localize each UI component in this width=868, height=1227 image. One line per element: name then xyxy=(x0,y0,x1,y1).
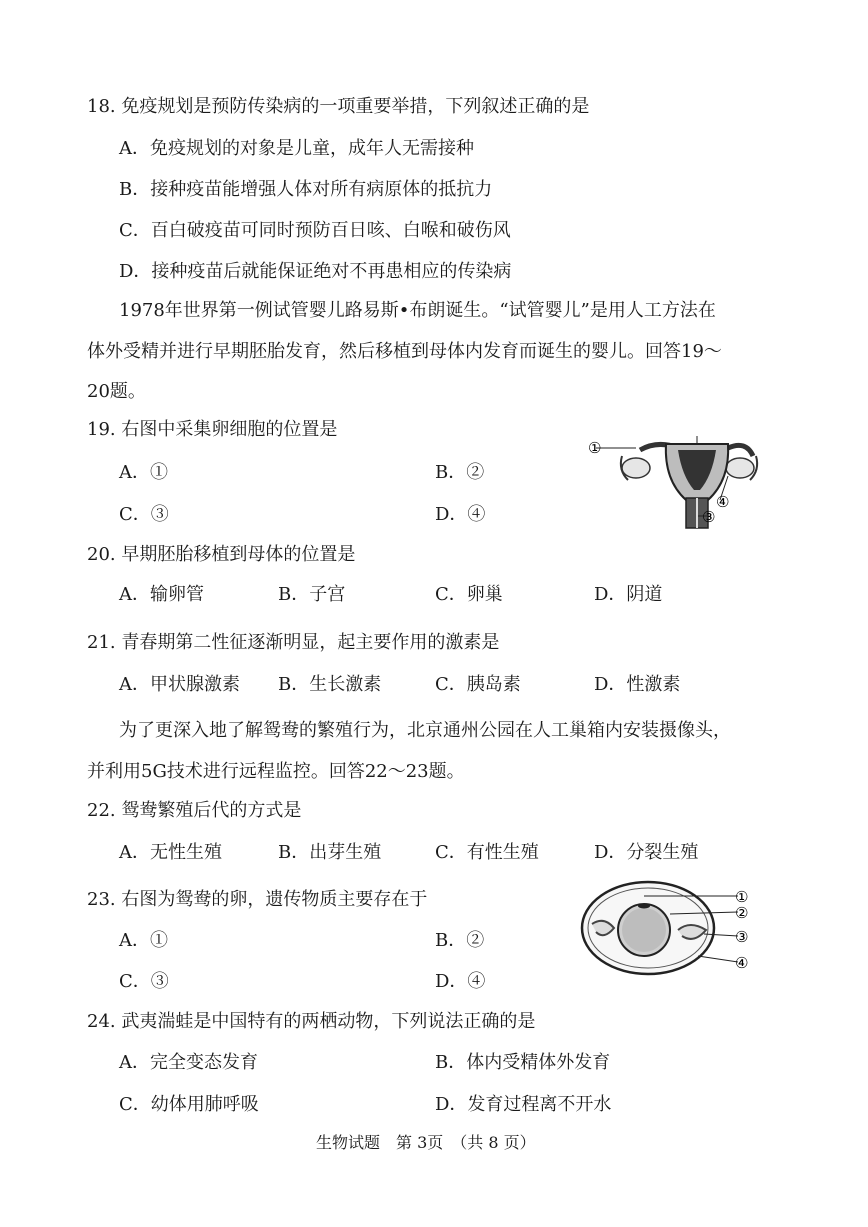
q24-option-a: A．完全变态发育 xyxy=(119,1052,258,1073)
q18-option-d: D．接种疫苗后就能保证绝对不再患相应的传染病 xyxy=(119,261,512,282)
q23-stem: 23. 右图为鸳鸯的卵，遗传物质主要存在于 xyxy=(87,889,428,910)
figure-label-1: ① xyxy=(588,439,602,457)
q24-stem: 24. 武夷湍蛙是中国特有的两栖动物，下列说法正确的是 xyxy=(87,1011,536,1032)
q22-option-b: B．出芽生殖 xyxy=(278,842,382,863)
q20-option-a: A．输卵管 xyxy=(119,584,204,605)
q22-option-d: D．分裂生殖 xyxy=(594,842,699,863)
q22-stem: 22. 鸳鸯繁殖后代的方式是 xyxy=(87,800,302,821)
passage1-line1: 1978年世界第一例试管婴儿路易斯•布朗诞生。“试管婴儿”是用人工方法在 xyxy=(119,300,716,321)
egg-label-3: ③ xyxy=(735,928,749,946)
q23-option-a: A．① xyxy=(119,930,168,951)
egg-label-1: ① xyxy=(735,888,749,906)
q18-stem: 18. 免疫规划是预防传染病的一项重要举措，下列叙述正确的是 xyxy=(87,96,590,117)
passage2-line2: 并利用5G技术进行远程监控。回答22～23题。 xyxy=(87,761,465,782)
q19-option-c: C．③ xyxy=(119,504,169,525)
q19-option-d: D．④ xyxy=(435,504,486,525)
q24-option-d: D．发育过程离不开水 xyxy=(435,1094,612,1115)
q20-stem: 20. 早期胚胎移植到母体的位置是 xyxy=(87,544,356,565)
q19-option-a: A．① xyxy=(119,462,168,483)
q21-stem: 21. 青春期第二性征逐渐明显，起主要作用的激素是 xyxy=(87,632,500,653)
page-footer: 生物试题 第 3页 （共 8 页） xyxy=(316,1133,536,1152)
q20-option-b: B．子宫 xyxy=(278,584,346,605)
q19-option-b: B．② xyxy=(435,462,485,483)
passage1-line3: 20题。 xyxy=(87,381,146,402)
q23-option-b: B．② xyxy=(435,930,485,951)
q18-option-b: B．接种疫苗能增强人体对所有病原体的抵抗力 xyxy=(119,179,493,200)
q24-option-b: B．体内受精体外发育 xyxy=(435,1052,611,1073)
duck-egg-figure xyxy=(578,878,758,980)
q21-option-a: A．甲状腺激素 xyxy=(119,674,240,695)
q22-option-c: C．有性生殖 xyxy=(435,842,539,863)
q22-option-a: A．无性生殖 xyxy=(119,842,222,863)
q21-option-c: C．胰岛素 xyxy=(435,674,521,695)
passage2-line1: 为了更深入地了解鸳鸯的繁殖行为，北京通州公园在人工巢箱内安装摄像头， xyxy=(119,720,731,741)
q21-option-b: B．生长激素 xyxy=(278,674,382,695)
q20-option-c: C．卵巢 xyxy=(435,584,503,605)
q23-option-c: C．③ xyxy=(119,971,169,992)
q19-stem: 19. 右图中采集卵细胞的位置是 xyxy=(87,419,338,440)
q24-option-c: C．幼体用肺呼吸 xyxy=(119,1094,259,1115)
passage1-line2: 体外受精并进行早期胚胎发育，然后移植到母体内发育而诞生的婴儿。回答19～ xyxy=(87,341,722,362)
q21-option-d: D．性激素 xyxy=(594,674,681,695)
figure-label-3: ③ xyxy=(702,508,716,526)
egg-label-2: ② xyxy=(735,904,749,922)
female-reproductive-figure xyxy=(578,410,763,532)
figure-label-4: ④ xyxy=(716,493,730,511)
egg-label-4: ④ xyxy=(735,954,749,972)
q23-option-d: D．④ xyxy=(435,971,486,992)
q18-option-a: A．免疫规划的对象是儿童，成年人无需接种 xyxy=(119,138,474,159)
q18-option-c: C．百白破疫苗可同时预防百日咳、白喉和破伤风 xyxy=(119,220,511,241)
q20-option-d: D．阴道 xyxy=(594,584,663,605)
